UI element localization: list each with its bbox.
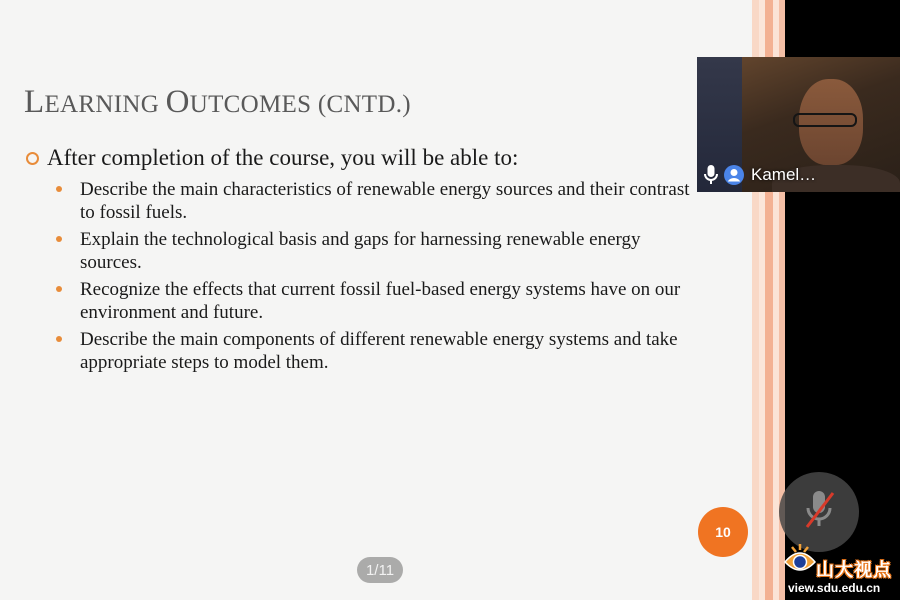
list-item: Recognize the effects that current fossil fuel-based energy systems have on our environment and future. [56, 278, 696, 324]
outcomes-list [56, 178, 696, 378]
watermark-url: view.sdu.edu.cn [788, 581, 881, 595]
participant-glasses [793, 113, 857, 127]
intro-text: After completion of the course, you will be able to: [47, 145, 519, 170]
watermark-text: 山大视点 [816, 560, 892, 580]
bullet-dot-icon [56, 186, 62, 192]
mic-off-icon [799, 487, 839, 538]
bullet-dot-icon [56, 336, 62, 342]
eye-logo-icon [782, 538, 818, 587]
participant-name: Kamel… [751, 165, 817, 184]
bullet-ring-icon [26, 152, 39, 165]
mic-icon [703, 164, 719, 186]
participant-video-tile[interactable] [697, 57, 900, 192]
list-item: Describe the main components of different renewable energy systems and take appropriate steps to model them. [56, 328, 696, 374]
bullet-dot-icon [56, 286, 62, 292]
watermark [780, 534, 900, 600]
list-item: Explain the technological basis and gaps for harnessing renewable energy sources. [56, 228, 696, 274]
participant-namebar [697, 161, 900, 189]
user-icon [723, 164, 745, 186]
page-indicator[interactable]: 1/11 [357, 557, 403, 583]
slide-title: LEARNING OUTCOMES (CNTD.) [24, 84, 411, 120]
slide-number-badge: 10 [698, 507, 748, 557]
list-item: Describe the main characteristics of renewable energy sources and their contrast to fossil fuels. [56, 178, 696, 224]
bullet-dot-icon [56, 236, 62, 242]
